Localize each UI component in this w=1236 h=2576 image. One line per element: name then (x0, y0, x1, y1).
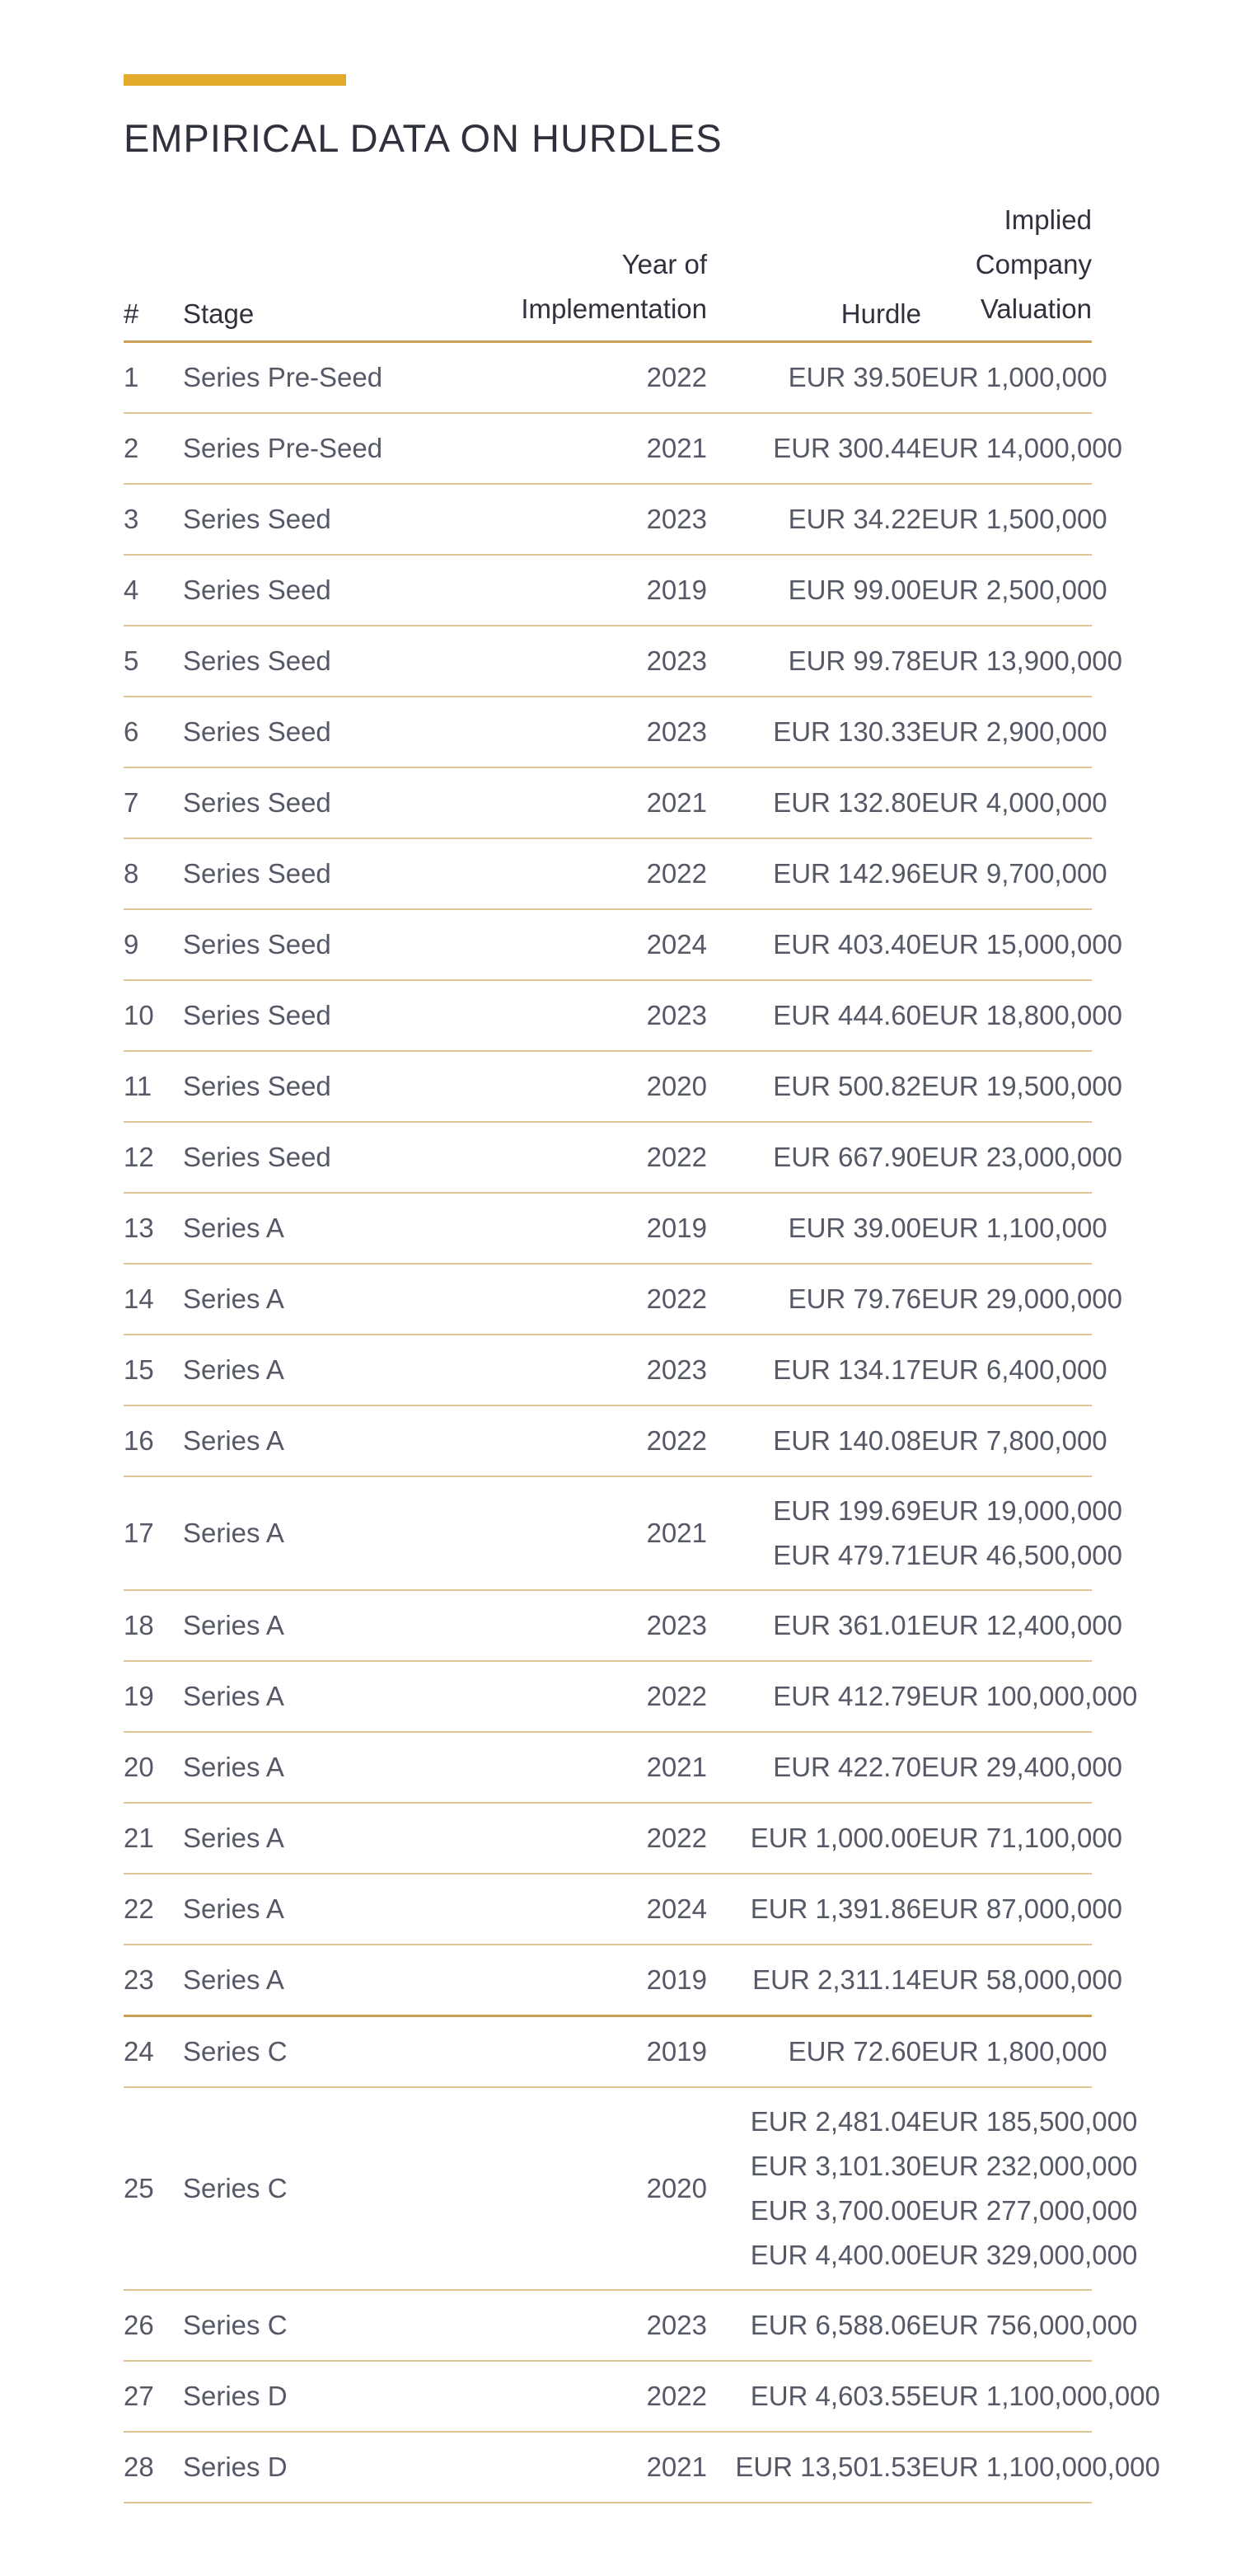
row-year: 2022 (396, 838, 707, 909)
table-body (124, 342, 1160, 2503)
row-number: 6 (124, 697, 183, 767)
row-hurdle (707, 980, 921, 1051)
row-valuation (921, 1590, 1123, 1661)
row-valuation (921, 1122, 1123, 1193)
row-year: 2019 (396, 2016, 707, 2088)
row-valuation (921, 413, 1123, 484)
table-row (124, 1193, 1092, 1264)
hurdle-value: EUR 99.00 (788, 575, 921, 605)
row-hurdle (707, 555, 921, 626)
row-hurdle (707, 626, 921, 697)
header-hurdle: Hurdle (707, 198, 921, 342)
row-valuation (921, 484, 1107, 555)
hurdle-value: EUR 4,400.00 (750, 2240, 921, 2270)
row-stage: Series Seed (183, 697, 396, 767)
row-number: 28 (124, 2432, 183, 2503)
accent-bar (124, 74, 346, 86)
row-year: 2022 (396, 1803, 707, 1874)
hurdle-value: EUR 1,391.86 (750, 1893, 921, 1924)
row-valuation (921, 1051, 1123, 1122)
row-hurdle (707, 1732, 921, 1803)
row-stage: Series A (183, 1661, 396, 1732)
valuation-value: EUR 6,400,000 (921, 1354, 1107, 1385)
valuation-value: EUR 100,000,000 (921, 1681, 1138, 1711)
row-stage: Series A (183, 1803, 396, 1874)
hurdle-value: EUR 444.60 (773, 1000, 921, 1030)
hurdle-value: EUR 300.44 (773, 433, 921, 463)
row-number: 4 (124, 555, 183, 626)
valuation-value: EUR 4,000,000 (921, 787, 1107, 818)
hurdle-value: EUR 130.33 (773, 716, 921, 747)
hurdle-value: EUR 199.69 (773, 1495, 921, 1526)
table-row (124, 909, 1092, 980)
row-hurdle (707, 342, 921, 414)
hurdle-value: EUR 3,101.30 (750, 2151, 921, 2181)
row-hurdle (707, 2290, 921, 2361)
row-year: 2023 (396, 1335, 707, 1405)
table-row (124, 626, 1092, 697)
hurdle-value: EUR 3,700.00 (750, 2195, 921, 2226)
row-number: 20 (124, 1732, 183, 1803)
hurdle-value: EUR 39.00 (788, 1213, 921, 1243)
row-year: 2021 (396, 767, 707, 838)
row-stage: Series A (183, 1264, 396, 1335)
row-stage: Series Seed (183, 1051, 396, 1122)
row-stage: Series Pre-Seed (183, 413, 396, 484)
table-row (124, 697, 1092, 767)
table-row (124, 767, 1092, 838)
table-row (124, 484, 1092, 555)
hurdle-value: EUR 142.96 (773, 858, 921, 889)
row-stage: Series D (183, 2361, 396, 2432)
row-hurdle (707, 1590, 921, 1661)
hurdle-value: EUR 34.22 (788, 504, 921, 534)
row-stage: Series A (183, 1945, 396, 2016)
row-valuation (921, 1335, 1107, 1405)
valuation-value: EUR 29,000,000 (921, 1283, 1123, 1314)
row-year: 2022 (396, 2361, 707, 2432)
header-stage: Stage (183, 198, 396, 342)
valuation-value: EUR 58,000,000 (921, 1964, 1123, 1995)
row-stage: Series C (183, 2016, 396, 2088)
row-year: 2023 (396, 626, 707, 697)
table-row (124, 2361, 1092, 2432)
hurdle-value: EUR 361.01 (773, 1610, 921, 1640)
header-year-line1: Year of (621, 249, 707, 279)
row-hurdle (707, 1193, 921, 1264)
row-stage: Series A (183, 1405, 396, 1476)
row-year: 2022 (396, 1122, 707, 1193)
row-year: 2019 (396, 1945, 707, 2016)
row-valuation (921, 1476, 1123, 1590)
row-number: 16 (124, 1405, 183, 1476)
valuation-value: EUR 1,100,000,000 (921, 2452, 1160, 2482)
row-valuation (921, 626, 1123, 697)
row-hurdle (707, 484, 921, 555)
row-year: 2020 (396, 1051, 707, 1122)
row-hurdle (707, 2087, 921, 2290)
page-title: EMPIRICAL DATA ON HURDLES (124, 116, 723, 160)
row-number: 25 (124, 2087, 183, 2290)
row-valuation (921, 909, 1123, 980)
row-hurdle (707, 1803, 921, 1874)
row-hurdle (707, 1661, 921, 1732)
header-valuation-line3: Valuation (980, 293, 1092, 324)
row-stage: Series Seed (183, 555, 396, 626)
valuation-value: EUR 232,000,000 (921, 2151, 1138, 2181)
hurdle-value: EUR 2,311.14 (752, 1964, 921, 1995)
row-number: 3 (124, 484, 183, 555)
row-valuation (921, 2016, 1107, 2088)
header-valuation-line1: Implied (1004, 204, 1092, 235)
table-row (124, 1335, 1092, 1405)
row-year: 2019 (396, 555, 707, 626)
row-valuation (921, 2290, 1138, 2361)
row-number: 13 (124, 1193, 183, 1264)
row-stage: Series Seed (183, 838, 396, 909)
valuation-value: EUR 277,000,000 (921, 2195, 1138, 2226)
header-valuation (921, 198, 1092, 342)
hurdle-value: EUR 1,000.00 (750, 1823, 921, 1853)
row-year: 2023 (396, 980, 707, 1051)
table-row (124, 342, 1092, 414)
row-stage: Series Seed (183, 626, 396, 697)
row-number: 9 (124, 909, 183, 980)
row-hurdle (707, 1945, 921, 2016)
row-stage: Series A (183, 1874, 396, 1945)
row-valuation (921, 1193, 1107, 1264)
row-number: 7 (124, 767, 183, 838)
valuation-value: EUR 756,000,000 (921, 2310, 1138, 2340)
table-row (124, 1732, 1092, 1803)
row-valuation (921, 1803, 1123, 1874)
hurdle-value: EUR 79.76 (788, 1283, 921, 1314)
header-valuation-line2: Company (975, 249, 1092, 279)
row-year: 2023 (396, 1590, 707, 1661)
row-number: 10 (124, 980, 183, 1051)
hurdle-value: EUR 500.82 (773, 1071, 921, 1101)
row-hurdle (707, 2432, 921, 2503)
row-stage: Series Seed (183, 909, 396, 980)
table-row (124, 1122, 1092, 1193)
valuation-value: EUR 329,000,000 (921, 2240, 1138, 2270)
row-number: 11 (124, 1051, 183, 1122)
table-row (124, 2087, 1092, 2290)
hurdle-value: EUR 39.50 (788, 362, 921, 392)
row-valuation (921, 342, 1107, 414)
header-number: # (124, 198, 183, 342)
hurdle-value: EUR 667.90 (773, 1142, 921, 1172)
hurdle-value: EUR 2,481.04 (750, 2106, 921, 2137)
table-row (124, 1661, 1092, 1732)
row-hurdle (707, 697, 921, 767)
row-valuation (921, 1405, 1107, 1476)
hurdle-value: EUR 4,603.55 (750, 2381, 921, 2411)
valuation-value: EUR 1,100,000,000 (921, 2381, 1160, 2411)
row-year: 2021 (396, 1476, 707, 1590)
row-valuation (921, 2432, 1160, 2503)
row-valuation (921, 555, 1107, 626)
row-hurdle (707, 1122, 921, 1193)
valuation-value: EUR 18,800,000 (921, 1000, 1123, 1030)
row-stage: Series Seed (183, 980, 396, 1051)
header-year-line2: Implementation (521, 293, 707, 324)
valuation-value: EUR 23,000,000 (921, 1142, 1123, 1172)
row-valuation (921, 838, 1107, 909)
row-hurdle (707, 1335, 921, 1405)
row-hurdle (707, 1264, 921, 1335)
row-stage: Series A (183, 1476, 396, 1590)
hurdle-value: EUR 479.71 (773, 1540, 921, 1570)
hurdle-value: EUR 132.80 (773, 787, 921, 818)
table-header (124, 198, 1092, 342)
row-hurdle (707, 2361, 921, 2432)
valuation-value: EUR 71,100,000 (921, 1823, 1123, 1853)
row-stage: Series C (183, 2290, 396, 2361)
hurdle-value: EUR 134.17 (773, 1354, 921, 1385)
valuation-value: EUR 1,500,000 (921, 504, 1107, 534)
row-stage: Series A (183, 1335, 396, 1405)
row-number: 14 (124, 1264, 183, 1335)
hurdle-value: EUR 140.08 (773, 1425, 921, 1456)
row-valuation (921, 1945, 1123, 2016)
row-year: 2020 (396, 2087, 707, 2290)
row-number: 8 (124, 838, 183, 909)
hurdle-value: EUR 99.78 (788, 645, 921, 676)
row-stage: Series Seed (183, 767, 396, 838)
valuation-value: EUR 13,900,000 (921, 645, 1123, 676)
hurdle-value: EUR 403.40 (773, 929, 921, 960)
row-stage: Series Seed (183, 1122, 396, 1193)
hurdle-value: EUR 72.60 (788, 2036, 921, 2067)
header-row (124, 198, 1092, 342)
valuation-value: EUR 19,500,000 (921, 1071, 1123, 1101)
hurdles-table-container (124, 198, 1160, 2503)
valuation-value: EUR 1,100,000 (921, 1213, 1107, 1243)
table-row (124, 1590, 1092, 1661)
row-valuation (921, 767, 1107, 838)
row-hurdle (707, 909, 921, 980)
table-row (124, 838, 1092, 909)
table-row (124, 2290, 1092, 2361)
row-number: 27 (124, 2361, 183, 2432)
table-row (124, 980, 1092, 1051)
table-row (124, 1945, 1092, 2016)
table-row (124, 2016, 1092, 2088)
row-number: 5 (124, 626, 183, 697)
valuation-value: EUR 7,800,000 (921, 1425, 1107, 1456)
row-hurdle (707, 413, 921, 484)
row-number: 22 (124, 1874, 183, 1945)
row-number: 26 (124, 2290, 183, 2361)
hurdle-value: EUR 412.79 (773, 1681, 921, 1711)
table-row (124, 1051, 1092, 1122)
row-hurdle (707, 1476, 921, 1590)
row-year: 2022 (396, 342, 707, 414)
row-stage: Series A (183, 1732, 396, 1803)
row-stage: Series C (183, 2087, 396, 2290)
row-hurdle (707, 1874, 921, 1945)
row-stage: Series A (183, 1590, 396, 1661)
table-row (124, 2432, 1092, 2503)
row-number: 19 (124, 1661, 183, 1732)
row-year: 2023 (396, 484, 707, 555)
row-number: 2 (124, 413, 183, 484)
valuation-value: EUR 9,700,000 (921, 858, 1107, 889)
row-stage: Series Pre-Seed (183, 342, 396, 414)
row-valuation (921, 2087, 1138, 2290)
table-row (124, 1803, 1092, 1874)
row-year: 2024 (396, 1874, 707, 1945)
row-hurdle (707, 838, 921, 909)
row-year: 2021 (396, 413, 707, 484)
row-valuation (921, 1732, 1123, 1803)
hurdle-value: EUR 6,588.06 (750, 2310, 921, 2340)
valuation-value: EUR 87,000,000 (921, 1893, 1123, 1924)
row-valuation (921, 1661, 1138, 1732)
row-number: 24 (124, 2016, 183, 2088)
row-hurdle (707, 2016, 921, 2088)
header-year (396, 198, 707, 342)
valuation-value: EUR 2,500,000 (921, 575, 1107, 605)
valuation-value: EUR 15,000,000 (921, 929, 1123, 960)
valuation-value: EUR 1,000,000 (921, 362, 1107, 392)
row-year: 2023 (396, 2290, 707, 2361)
row-number: 23 (124, 1945, 183, 2016)
row-year: 2022 (396, 1264, 707, 1335)
row-valuation (921, 1264, 1123, 1335)
row-year: 2022 (396, 1405, 707, 1476)
row-year: 2021 (396, 2432, 707, 2503)
valuation-value: EUR 46,500,000 (921, 1540, 1123, 1570)
hurdle-value: EUR 422.70 (773, 1752, 921, 1782)
row-year: 2022 (396, 1661, 707, 1732)
table-row (124, 1405, 1092, 1476)
row-valuation (921, 697, 1107, 767)
row-number: 12 (124, 1122, 183, 1193)
row-number: 1 (124, 342, 183, 414)
table-row (124, 1874, 1092, 1945)
row-hurdle (707, 767, 921, 838)
hurdles-table (124, 198, 1160, 2503)
row-valuation (921, 1874, 1123, 1945)
table-row (124, 413, 1092, 484)
row-number: 17 (124, 1476, 183, 1590)
table-row (124, 1476, 1092, 1590)
row-valuation (921, 2361, 1160, 2432)
row-valuation (921, 980, 1123, 1051)
row-year: 2023 (396, 697, 707, 767)
valuation-value: EUR 2,900,000 (921, 716, 1107, 747)
valuation-value: EUR 185,500,000 (921, 2106, 1138, 2137)
hurdle-value: EUR 13,501.53 (735, 2452, 921, 2482)
row-number: 18 (124, 1590, 183, 1661)
row-stage: Series Seed (183, 484, 396, 555)
table-row (124, 555, 1092, 626)
row-year: 2024 (396, 909, 707, 980)
valuation-value: EUR 29,400,000 (921, 1752, 1123, 1782)
row-hurdle (707, 1405, 921, 1476)
row-number: 21 (124, 1803, 183, 1874)
valuation-value: EUR 14,000,000 (921, 433, 1123, 463)
row-year: 2019 (396, 1193, 707, 1264)
valuation-value: EUR 19,000,000 (921, 1495, 1123, 1526)
row-number: 15 (124, 1335, 183, 1405)
valuation-value: EUR 12,400,000 (921, 1610, 1123, 1640)
table-row (124, 1264, 1092, 1335)
row-hurdle (707, 1051, 921, 1122)
valuation-value: EUR 1,800,000 (921, 2036, 1107, 2067)
row-stage: Series A (183, 1193, 396, 1264)
row-stage: Series D (183, 2432, 396, 2503)
row-year: 2021 (396, 1732, 707, 1803)
